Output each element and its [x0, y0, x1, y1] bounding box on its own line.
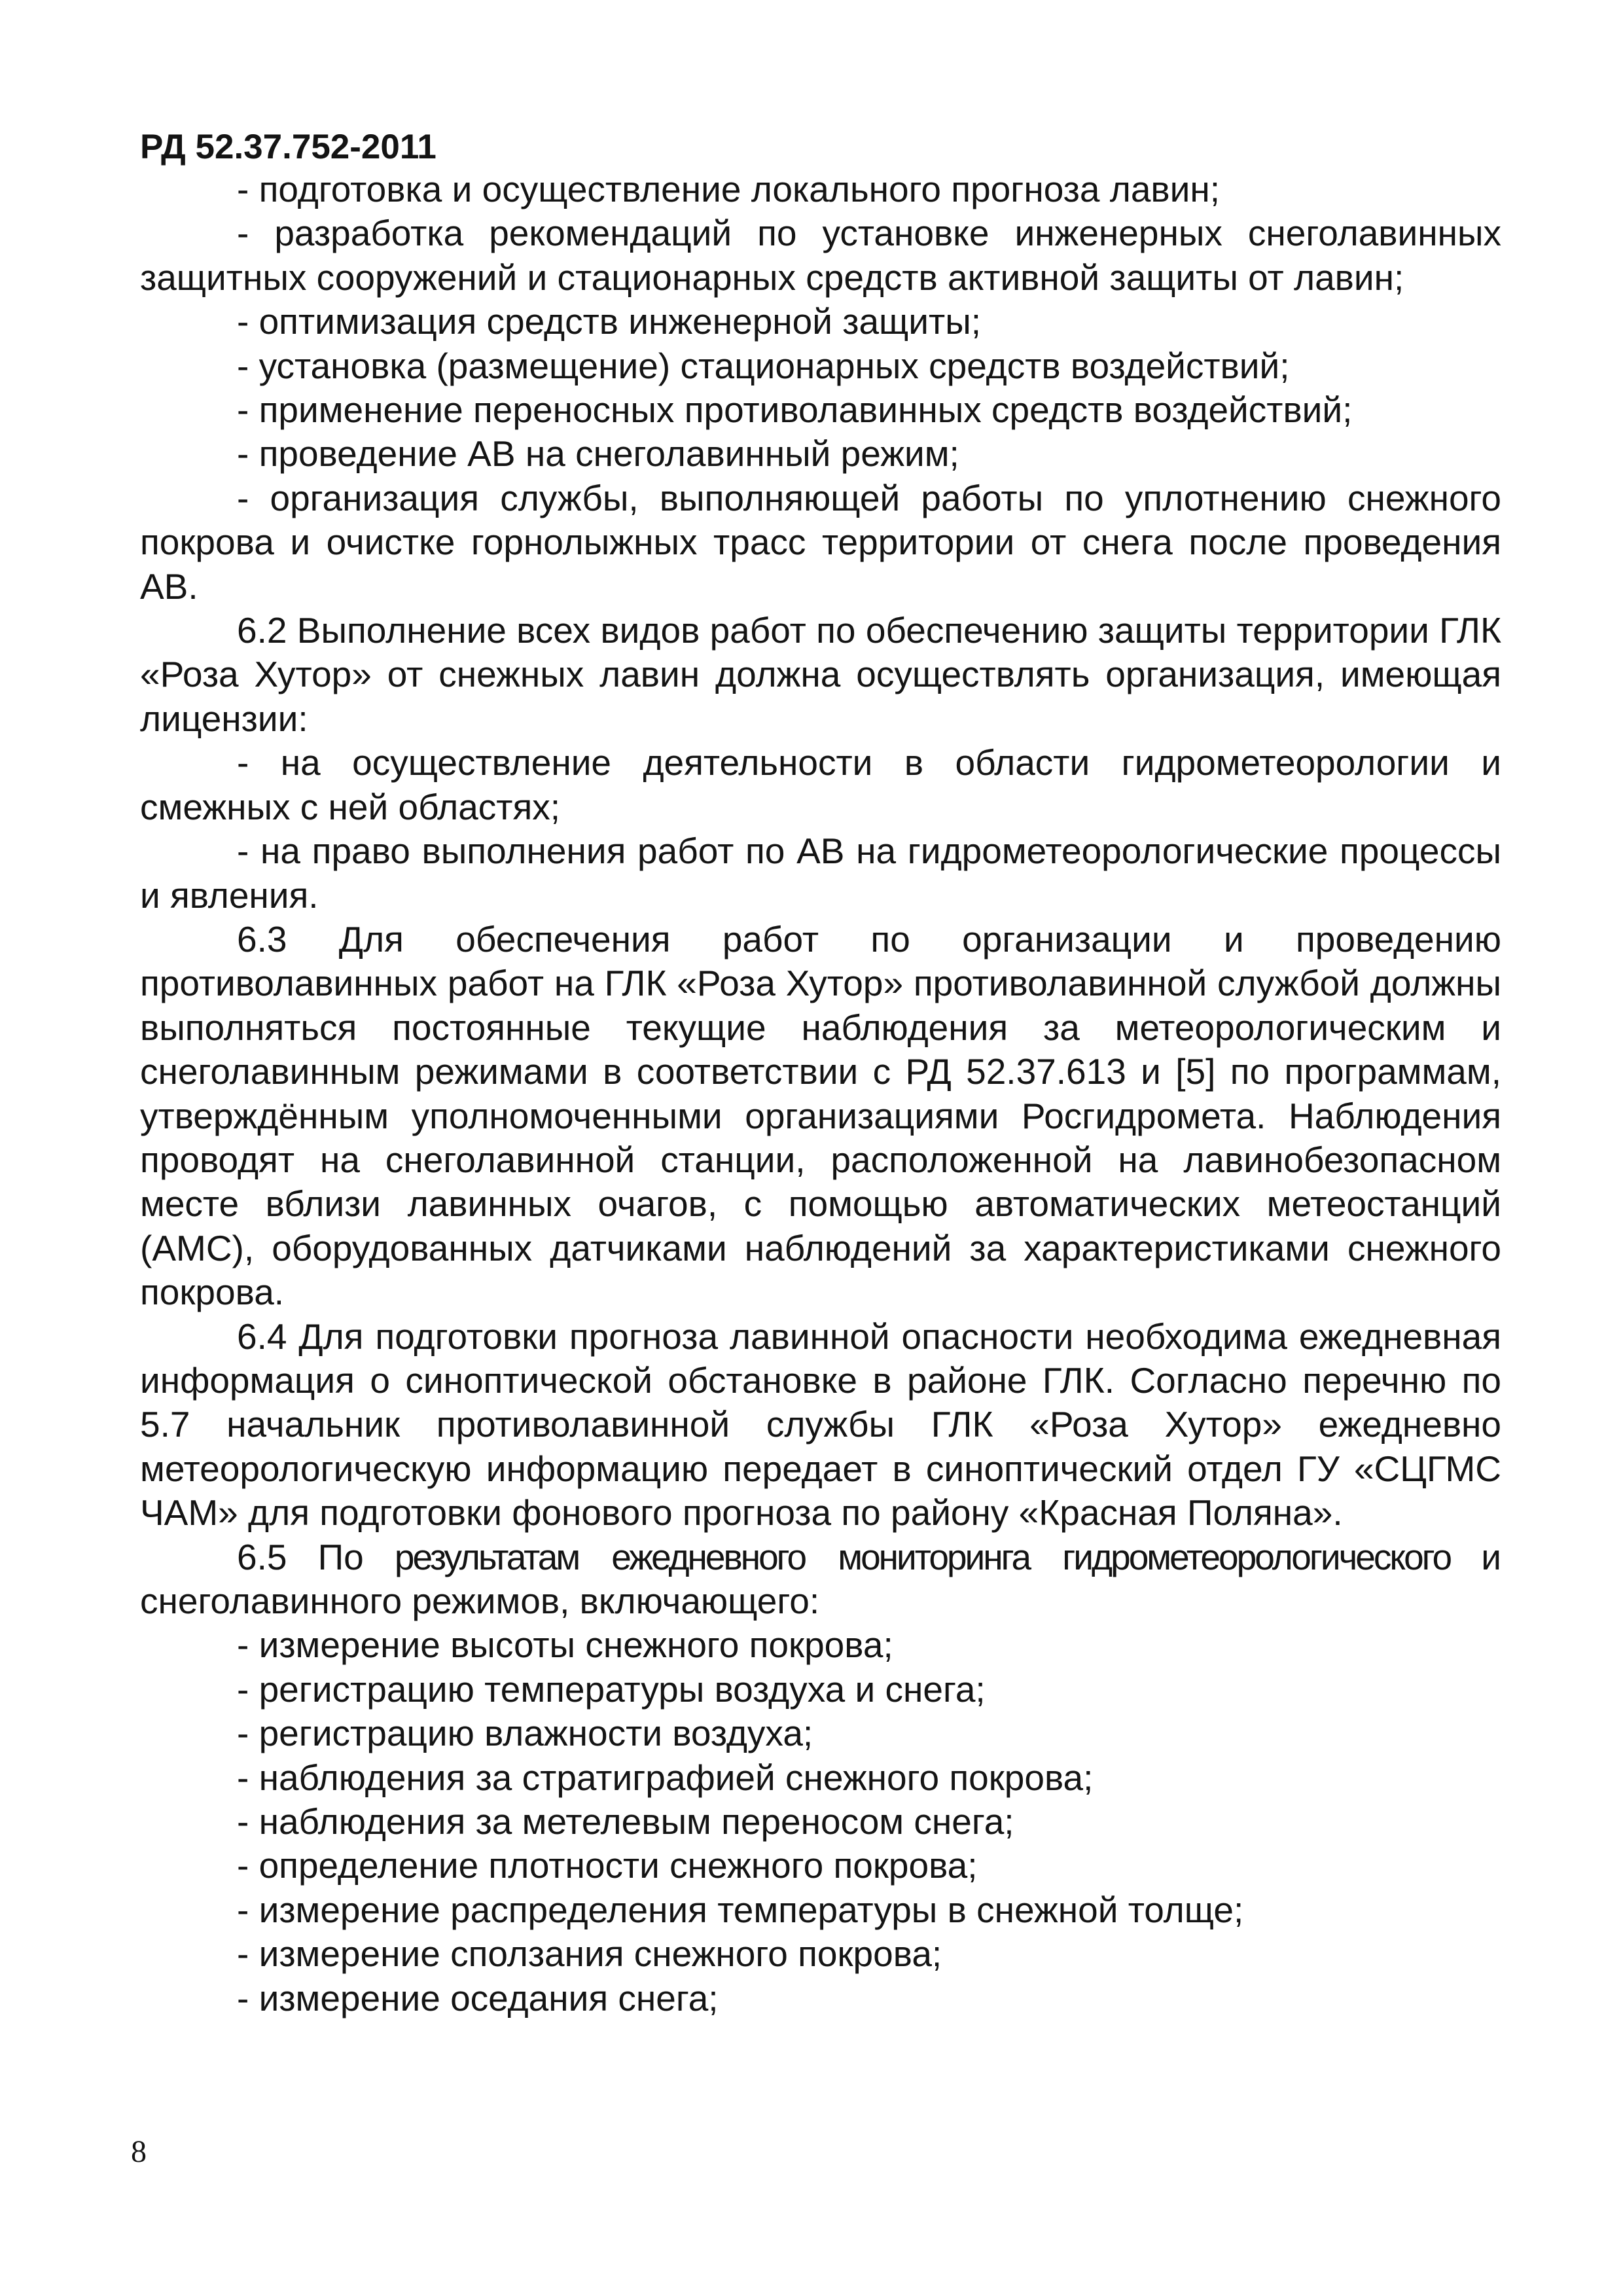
list-item-portable-means: - применение переносных противолавинных средств воздействий;	[237, 389, 1353, 431]
list-item-blizzard-transport: - наблюдения за метелевым переносом снега;	[237, 1801, 1014, 1842]
list-item-air-snow-temperature: - регистрацию температуры воздуха и снега;	[237, 1668, 986, 1710]
paragraph-6-5-condensed: результатам ежедневного мониторинга гидрометеорологического	[394, 1536, 1451, 1577]
list-item-snow-height: - измерение высоты снежного покрова;	[237, 1624, 893, 1666]
page-number: 8	[131, 2134, 147, 2169]
list-item-stratigraphy: - наблюдения за стратиграфией снежного покрова;	[237, 1757, 1094, 1798]
list-item-local-forecast: - подготовка и осуществление локального прогноза лавин;	[237, 169, 1221, 209]
list-item-recommendations: - разработка рекомендаций по установке инженерных снеголавинных защитных сооружений и стационарных средств активной защиты от лавин;	[140, 213, 1501, 298]
list-item-temperature-distribution: - измерение распределения температуры в снежной толще;	[237, 1889, 1244, 1930]
paragraph-6-3: 6.3 Для обеспечения работ по организации и проведению противолавинных работ на ГЛК «Роза Хутор» противолавинной службой должны выполняться постоянные текущие наблюдения за метеорологическим и снеголавинным режимами в соответствии с РД 52.37.613 и [5] по программам, утверждённым уполномоченными организациями Росгидромета. Наблюдения проводят на снеголавинной станции, расположенной на лавинобезопасном месте вблизи лавинных очагов, с помощью автоматических метеостанций (АМС), оборудованных датчиками наблюдений за характеристиками снежного покрова.	[140, 918, 1501, 1313]
list-item-snow-creep: - измерение сползания снежного покрова;	[237, 1933, 942, 1975]
list-item-av-conduct: - проведение АВ на снеголавинный режим;	[237, 433, 959, 475]
list-item-license-hydromet: - на осуществление деятельности в области гидрометеорологии и смежных с ней областях;	[140, 742, 1501, 827]
list-item-snow-settling: - измерение оседания снега;	[237, 1977, 719, 2018]
list-item-installation: - установка (размещение) стационарных средств воздействий;	[237, 345, 1290, 386]
list-item-snow-density: - определение плотности снежного покрова;	[237, 1845, 978, 1886]
body-text	[140, 168, 1501, 2020]
paragraph-6-5-lead: 6.5 По	[237, 1536, 395, 1577]
paragraph-6-4: 6.4 Для подготовки прогноза лавинной опасности необходима ежедневная информация о синоптической обстановке в районе ГЛК. Согласно перечню по 5.7 начальник противолавинной службы ГЛК «Роза Хутор» ежедневно метеорологическую информацию передает в синоптический отдел ГУ «СЦГМС ЧАМ» для подготовки фонового прогноза по району «Красная Поляна».	[140, 1316, 1501, 1534]
list-item-service-organization: - организация службы, выполняющей работы по уплотнению снежного покрова и очистке горнолыжных трасс территории от снега после проведения АВ.	[140, 477, 1501, 607]
paragraph-6-5-rest: и снеголавинного режимов, включающего:	[140, 1536, 1501, 1621]
document-code-header: РД 52.37.752-2011	[140, 128, 437, 166]
list-item-air-humidity: - регистрацию влажности воздуха;	[237, 1713, 813, 1754]
paragraph-6-5	[140, 1535, 1501, 1624]
list-item-optimization: - оптимизация средств инженерной защиты;	[237, 301, 982, 342]
list-item-license-av: - на право выполнения работ по АВ на гидрометеорологические процессы и явления.	[140, 831, 1501, 916]
paragraph-6-2: 6.2 Выполнение всех видов работ по обеспечению защиты территории ГЛК «Роза Хутор» от снежных лавин должна осуществлять организация, имеющая лицензии:	[140, 610, 1501, 739]
